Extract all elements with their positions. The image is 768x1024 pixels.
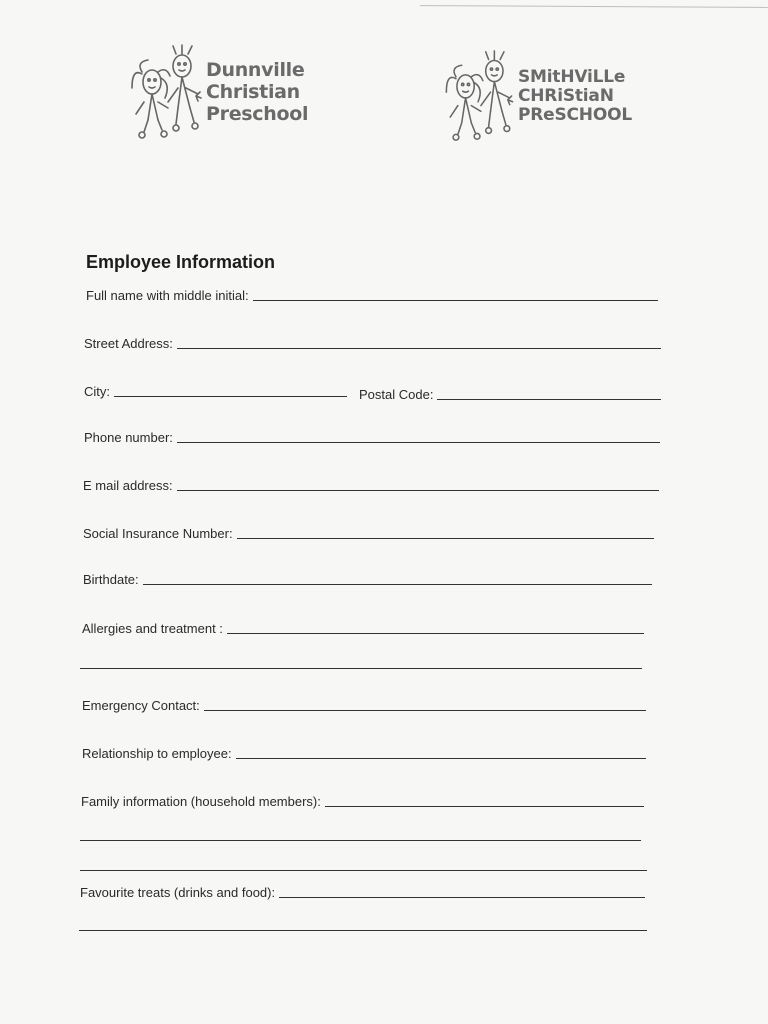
- relationship-field[interactable]: [82, 746, 646, 761]
- city-field[interactable]: [84, 384, 347, 399]
- emergency-contact-label: Emergency Contact:: [82, 698, 200, 713]
- postal-code-field[interactable]: [359, 387, 661, 402]
- full-name-field[interactable]: [86, 288, 658, 303]
- favourite-treats-label: Favourite treats (drinks and food):: [80, 885, 276, 900]
- emergency-contact-line[interactable]: [204, 709, 646, 711]
- smithville-logo: [442, 48, 632, 144]
- postal-code-line[interactable]: [437, 398, 661, 400]
- birthdate-field[interactable]: [83, 572, 652, 587]
- logo-line: Christian: [206, 81, 300, 103]
- allergies-field[interactable]: [82, 621, 644, 636]
- favourite-treats-field[interactable]: [80, 885, 645, 900]
- sin-label: Social Insurance Number:: [83, 526, 233, 541]
- email-line[interactable]: [177, 489, 659, 491]
- postal-code-label: Postal Code:: [359, 387, 434, 402]
- family-info-extra-line[interactable]: [80, 840, 641, 841]
- sin-field[interactable]: [83, 526, 654, 541]
- full-name-line[interactable]: [253, 299, 658, 301]
- family-info-label: Family information (household members):: [81, 794, 321, 809]
- kids-drawing-icon: [128, 42, 204, 142]
- phone-label: Phone number:: [84, 430, 173, 445]
- allergies-extra-line[interactable]: [80, 668, 642, 669]
- email-label: E mail address:: [83, 478, 173, 493]
- birthdate-line[interactable]: [143, 583, 652, 585]
- logo-line: Dunnville: [206, 59, 305, 81]
- dunnville-logo: [128, 42, 308, 142]
- relationship-label: Relationship to employee:: [82, 746, 232, 761]
- logo-line: SMitHViLLe: [518, 66, 626, 87]
- family-info-line[interactable]: [325, 805, 644, 807]
- logo-wordmark: [518, 68, 632, 125]
- birthdate-label: Birthdate:: [83, 572, 139, 587]
- family-info-extra-line[interactable]: [80, 870, 647, 871]
- favourite-treats-extra-line[interactable]: [79, 930, 647, 931]
- sin-line[interactable]: [237, 537, 654, 539]
- street-address-label: Street Address:: [84, 336, 173, 351]
- email-field[interactable]: [83, 478, 659, 493]
- street-address-line[interactable]: [177, 347, 661, 349]
- allergies-line[interactable]: [227, 632, 644, 634]
- city-line[interactable]: [114, 395, 347, 397]
- logo-wordmark: [206, 59, 308, 125]
- favourite-treats-line[interactable]: [279, 896, 645, 898]
- emergency-contact-field[interactable]: [82, 698, 646, 713]
- phone-line[interactable]: [177, 441, 660, 443]
- phone-field[interactable]: [84, 430, 660, 445]
- logo-line: PReSCHOOL: [518, 104, 632, 125]
- allergies-label: Allergies and treatment :: [82, 621, 223, 636]
- relationship-line[interactable]: [236, 757, 646, 759]
- street-address-field[interactable]: [84, 336, 661, 351]
- logo-line: CHRiStiaN: [518, 85, 614, 106]
- logo-line: Preschool: [206, 103, 309, 125]
- kids-drawing-icon: [442, 48, 516, 144]
- full-name-label: Full name with middle initial:: [86, 288, 249, 303]
- city-label: City:: [84, 384, 110, 399]
- family-info-field[interactable]: [81, 794, 644, 809]
- page-edge: [420, 0, 768, 8]
- form-title: Employee Information: [86, 252, 276, 272]
